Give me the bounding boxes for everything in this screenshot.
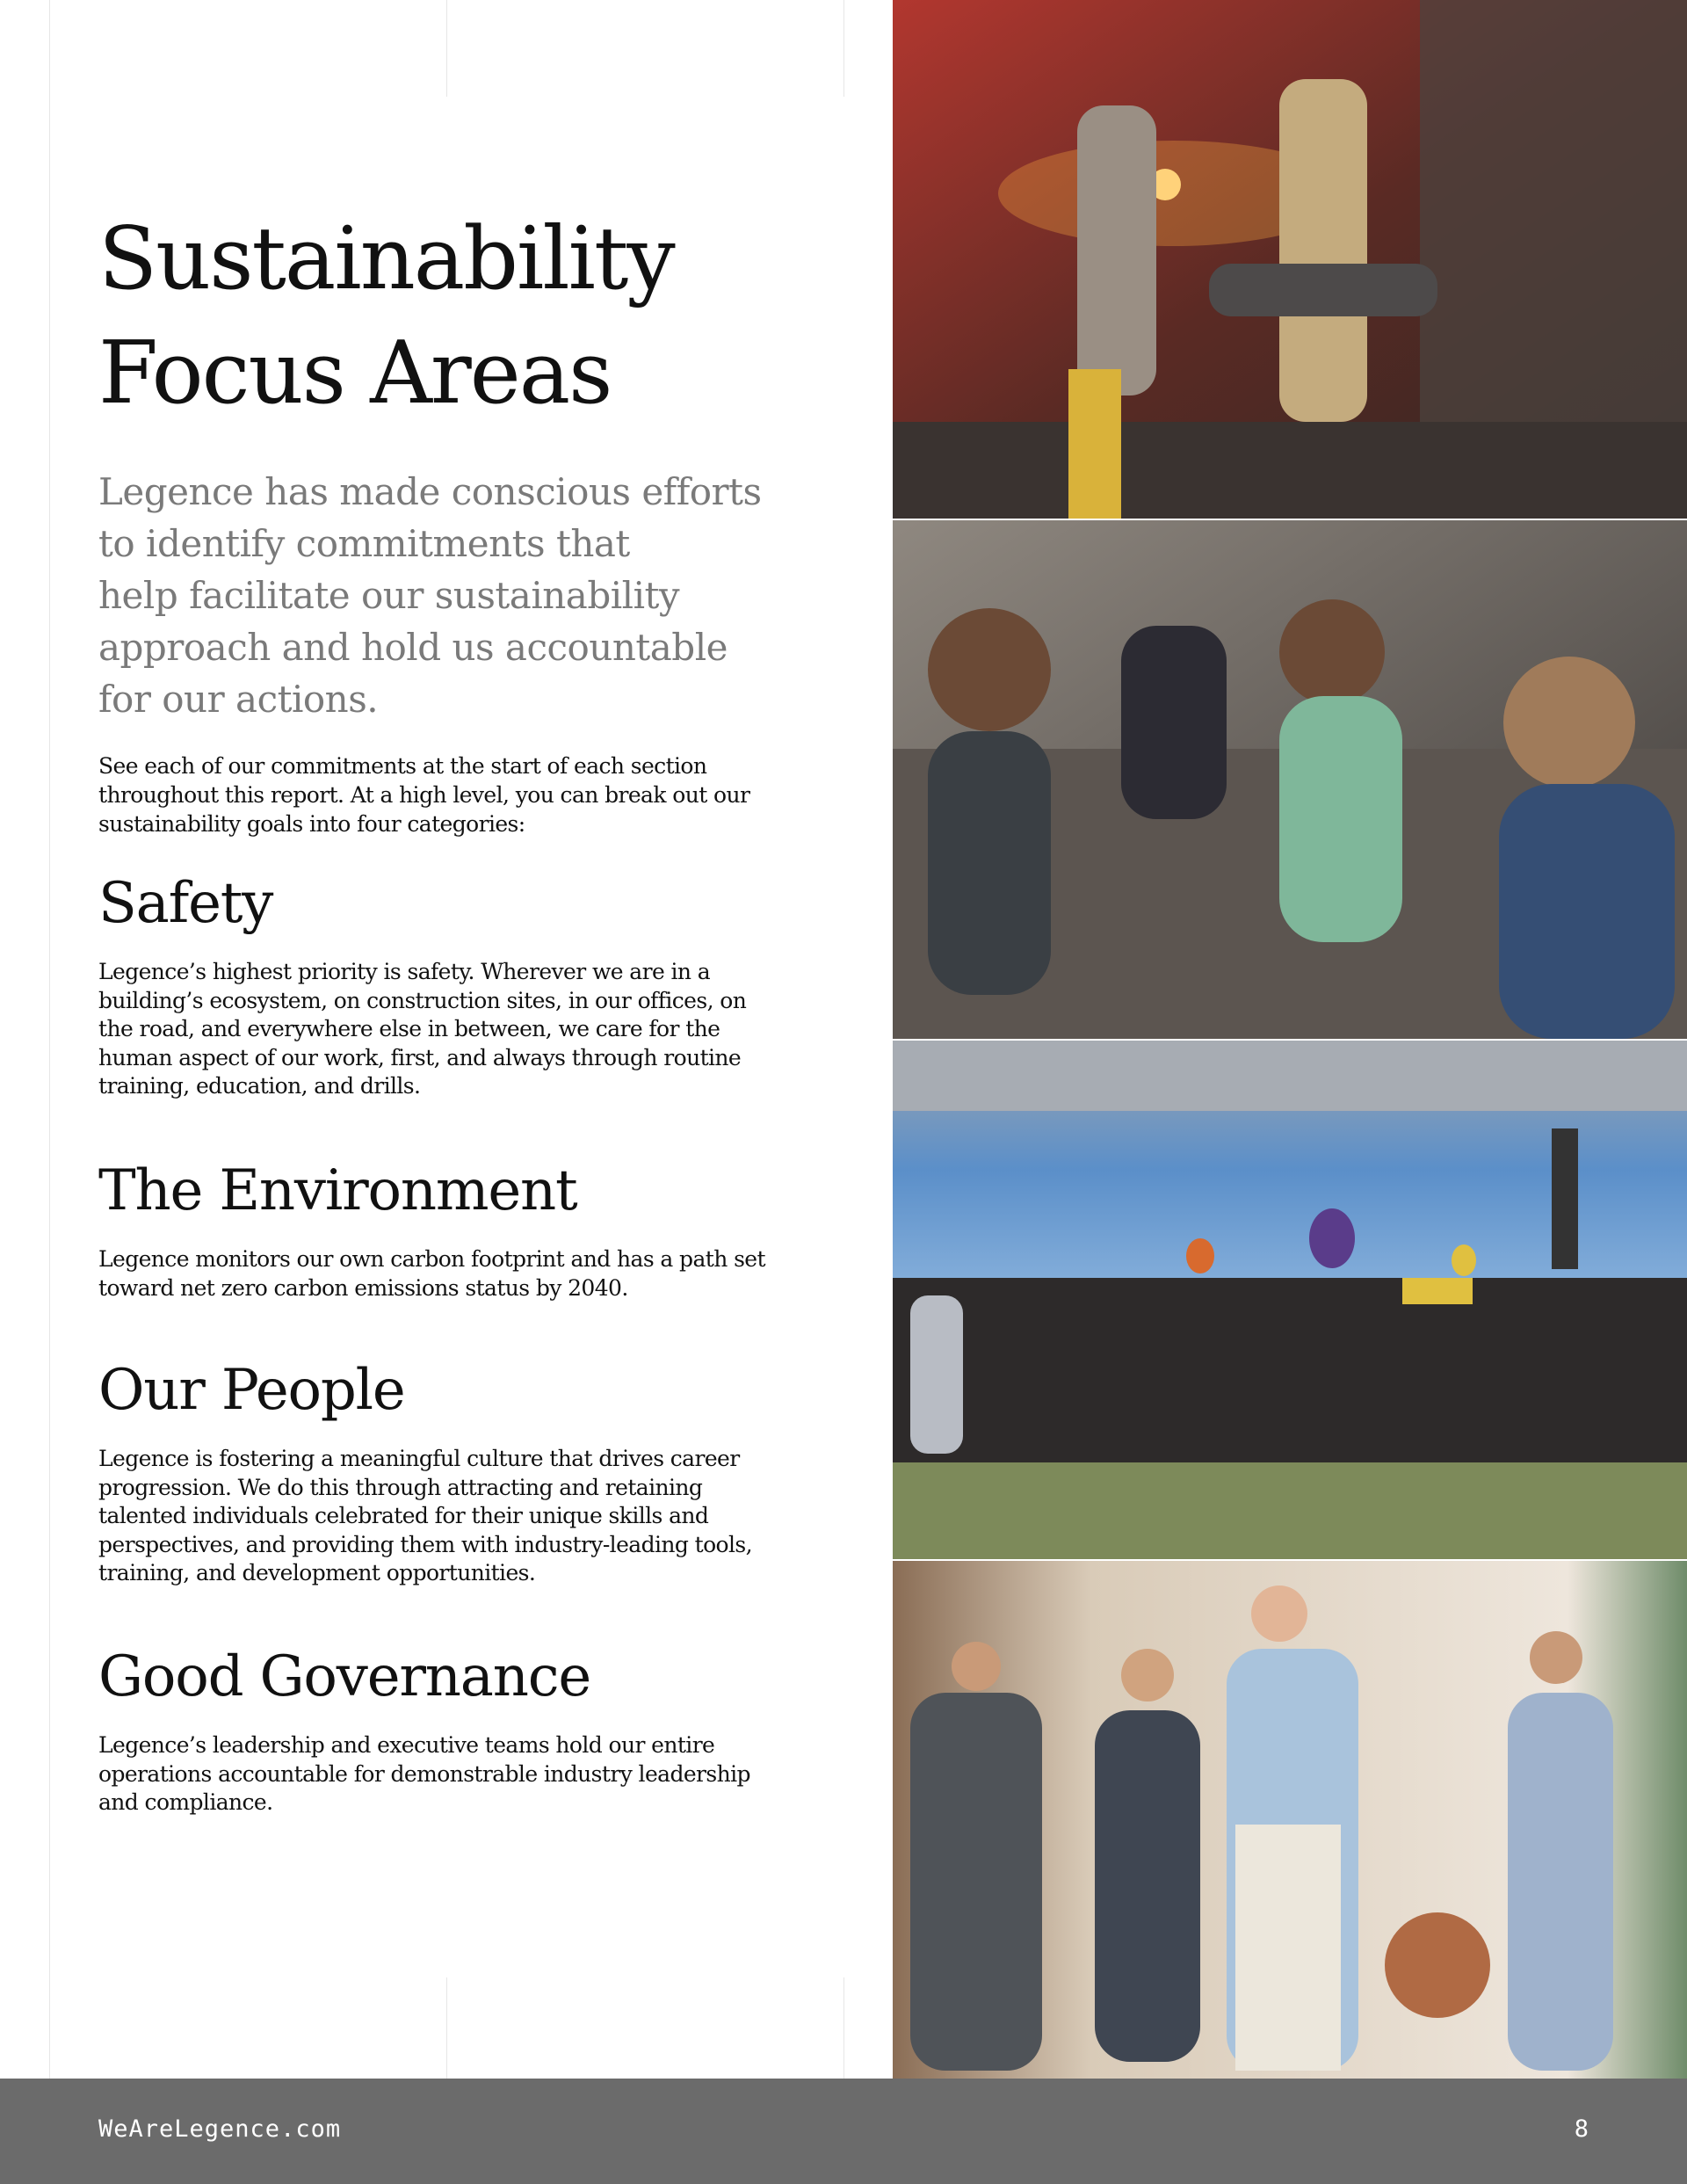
section-body [98,958,784,1101]
lead-line: to identify commitments that [98,522,630,565]
page-number: 8 [1574,2115,1589,2143]
section-heading: Our People [98,1358,405,1423]
section-people [98,1355,784,1588]
body-line: Legence’s highest priority is safety. Wherever we are in a [98,959,711,984]
body-line: the road, and everywhere else in between, we care for the [98,1016,720,1041]
page-title [98,202,784,431]
body-line: Legence monitors our own carbon footprint and has a path set [98,1246,765,1272]
body-line: building’s ecosystem, on construction sites, in our offices, on [98,987,747,1013]
section-governance [98,1642,784,1818]
body-line: Legence is fostering a meaningful culture that drives career [98,1446,740,1471]
section-heading: Safety [98,871,273,936]
body-line: toward net zero carbon emissions status by 2040. [98,1274,628,1301]
presenters-photo [893,1561,1687,2079]
body-line: training, and development opportunities. [98,1560,536,1585]
section-body [98,1731,784,1818]
column-guide [446,0,447,97]
body-line: human aspect of our work, first, and always through routine [98,1044,742,1070]
photo-column [893,0,1687,2079]
body-line: progression. We do this through attracting and retaining [98,1474,703,1500]
intro-column [98,202,784,838]
section-environment [98,1156,784,1302]
title-line: Focus Areas [98,323,612,424]
intro-line: See each of our commitments at the start of each section [98,753,707,779]
website-link[interactable]: WeAreLegence.com [98,2115,342,2143]
lead-paragraph [98,466,766,725]
body-line: talented individuals celebrated for their unique skills and [98,1503,709,1528]
welding-photo [893,0,1687,519]
body-line: operations accountable for demonstrable industry leadership [98,1760,750,1787]
body-line: and compliance. [98,1789,273,1815]
section-heading: The Environment [98,1158,577,1223]
title-line: Sustainability [98,209,674,309]
lead-line: Legence has made conscious efforts [98,470,762,513]
lead-line: for our actions. [98,678,379,721]
section-body [98,1245,784,1302]
section-body [98,1445,784,1588]
intro-line: sustainability goals into four categories: [98,811,525,837]
intro-paragraph [98,751,784,838]
page-footer [0,2079,1687,2184]
body-line: Legence’s leadership and executive teams hold our entire [98,1732,715,1758]
lead-line: help facilitate our sustainability [98,574,680,617]
section-heading: Good Governance [98,1644,591,1709]
body-line: training, education, and drills. [98,1073,421,1099]
column-guide [49,0,50,2184]
audience-photo [893,520,1687,1039]
lead-line: approach and hold us accountable [98,626,728,669]
column-guide [446,1977,447,2079]
intro-line: throughout this report. At a high level, you can break out our [98,782,750,808]
section-safety [98,868,784,1101]
group-balloon-photo [893,1041,1687,1559]
body-line: perspectives, and providing them with industry-leading tools, [98,1531,752,1557]
